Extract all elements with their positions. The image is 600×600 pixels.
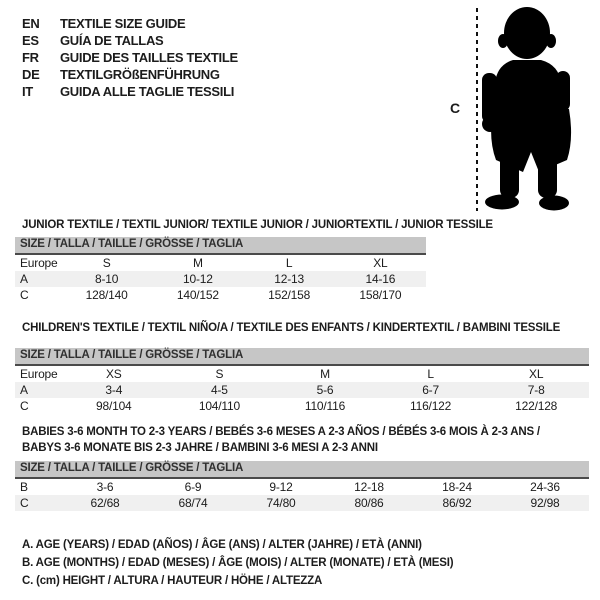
- silhouette-foot-right: [539, 196, 569, 211]
- table-row-c: [15, 398, 589, 414]
- silhouette-head: [504, 7, 550, 59]
- heading-line: JUNIOR TEXTILE / TEXTIL JUNIOR/ TEXTILE JUNIOR / JUNIORTEXTIL / JUNIOR TESSILE: [22, 219, 493, 231]
- cell: 10-12: [183, 272, 213, 286]
- row-label: C: [20, 496, 29, 510]
- cell: 68/74: [178, 496, 208, 510]
- cell: 74/80: [266, 496, 296, 510]
- size-table-babies: [15, 461, 589, 511]
- cell: 116/122: [410, 399, 452, 413]
- language-row-es: [22, 32, 238, 49]
- heading-line: BABYS 3-6 MONATE BIS 2-3 JAHRE / BAMBINI 3-6 MESI A 2-3 ANNI: [22, 442, 378, 454]
- language-code: IT: [22, 84, 33, 99]
- toddler-silhouette: [475, 5, 595, 215]
- cell: 18-24: [442, 480, 472, 494]
- cell: 86/92: [442, 496, 472, 510]
- language-title: TEXTILE SIZE GUIDE: [60, 16, 186, 31]
- cell: 6-9: [184, 480, 202, 494]
- language-row-it: [22, 83, 238, 100]
- size-column-header: XL: [529, 367, 544, 381]
- row-label: C: [20, 399, 29, 413]
- cell: 92/98: [530, 496, 560, 510]
- language-title: GUIDE DES TAILLES TEXTILE: [60, 50, 238, 65]
- cell: 80/86: [354, 496, 384, 510]
- cell: 14-16: [365, 272, 396, 286]
- row-label: A: [20, 272, 28, 286]
- language-title: GUÍA DE TALLAS: [60, 33, 164, 48]
- row-label: A: [20, 383, 28, 397]
- language-row-en: [22, 15, 238, 32]
- row-label: B: [20, 480, 28, 494]
- cell: 24-36: [530, 480, 560, 494]
- silhouette-ear-right: [546, 34, 556, 48]
- cell: 158/170: [359, 288, 402, 302]
- table-row-c: [15, 287, 426, 303]
- cell: 12-18: [354, 480, 384, 494]
- section-heading-junior: [22, 217, 493, 233]
- cell: 7-8: [527, 383, 545, 397]
- cell: 3-6: [96, 480, 114, 494]
- table-row-a: [15, 382, 589, 398]
- silhouette-foot-left: [485, 195, 519, 210]
- cell: 3-4: [105, 383, 123, 397]
- cell: 62/68: [90, 496, 120, 510]
- silhouette-leg-right: [538, 155, 557, 198]
- measure-c-label: C: [450, 100, 461, 116]
- heading-line: CHILDREN'S TEXTILE / TEXTIL NIÑO/A / TEXTILE DES ENFANTS / KINDERTEXTIL / BAMBINI TESSILE: [22, 322, 561, 334]
- cell: 4-5: [211, 383, 228, 397]
- size-column-header: S: [215, 367, 224, 381]
- table-row-c: [15, 495, 589, 511]
- cell: 140/152: [176, 288, 219, 302]
- footnote-b: B. AGE (MONTHS) / EDAD (MESES) / ÂGE (MOIS) / ALTER (MONATE) / ETÀ (MESI): [22, 557, 454, 569]
- cell: 5-6: [316, 383, 334, 397]
- section-heading-children: [22, 320, 560, 336]
- footnote-c: C. (cm) HEIGHT / ALTURA / HAUTEUR / HÖHE / ALTEZZA: [22, 575, 323, 587]
- language-code: DE: [22, 67, 40, 82]
- size-column-header: L: [285, 256, 293, 270]
- silhouette-leg-left: [500, 153, 519, 198]
- language-title: TEXTILGRÖßENFÜHRUNG: [60, 67, 220, 82]
- size-bar-label: SIZE / TALLA / TAILLE / GRÖSSE / TAGLIA: [15, 348, 589, 366]
- cell: 122/128: [515, 399, 558, 413]
- size-column-header: M: [320, 367, 330, 381]
- header-region-label: Europe: [20, 367, 58, 381]
- size-bar-label: SIZE / TALLA / TAILLE / GRÖSSE / TAGLIA: [15, 237, 426, 255]
- size-column-header: L: [427, 367, 434, 381]
- size-bar-label: SIZE / TALLA / TAILLE / GRÖSSE / TAGLIA: [15, 461, 589, 479]
- size-table-children: [15, 348, 589, 414]
- cell: 9-12: [269, 480, 293, 494]
- language-row-fr: [22, 49, 238, 66]
- cell: 110/116: [304, 399, 346, 413]
- language-code: FR: [22, 50, 39, 65]
- size-column-header: S: [102, 256, 111, 270]
- row-label: C: [20, 288, 29, 302]
- table-row-b: [15, 479, 589, 495]
- size-column-header: M: [192, 256, 203, 270]
- cell: 12-13: [274, 272, 304, 286]
- table-row-a: [15, 271, 426, 287]
- heading-line: BABIES 3-6 MONTH TO 2-3 YEARS / BEBÉS 3-6 MESES A 2-3 AÑOS / BÉBÉS 3-6 MOIS À 2-3 ANS /: [22, 426, 540, 438]
- size-column-header: XL: [373, 256, 388, 270]
- table-header-row: [15, 366, 589, 382]
- cell: 8-10: [95, 272, 119, 286]
- cell: 6-7: [422, 383, 439, 397]
- cell: 104/110: [198, 399, 240, 413]
- footnotes: [22, 536, 453, 590]
- cell: 98/104: [96, 399, 132, 413]
- language-title: GUIDA ALLE TAGLIE TESSILI: [60, 84, 235, 99]
- silhouette-ear-left: [498, 34, 508, 48]
- size-column-header: XS: [105, 367, 122, 381]
- cell: 128/140: [85, 288, 128, 302]
- table-header-row: [15, 255, 426, 271]
- language-row-de: [22, 66, 238, 83]
- size-table-junior: [15, 237, 426, 303]
- footnote-a: A. AGE (YEARS) / EDAD (AÑOS) / ÂGE (ANS) / ALTER (JAHRE) / ETÀ (ANNI): [22, 539, 422, 551]
- language-code: EN: [22, 16, 40, 31]
- header-region-label: Europe: [20, 256, 58, 270]
- cell: 152/158: [268, 288, 311, 302]
- language-guide-list: [22, 15, 238, 100]
- section-heading-babies: [22, 424, 540, 456]
- language-code: ES: [22, 33, 39, 48]
